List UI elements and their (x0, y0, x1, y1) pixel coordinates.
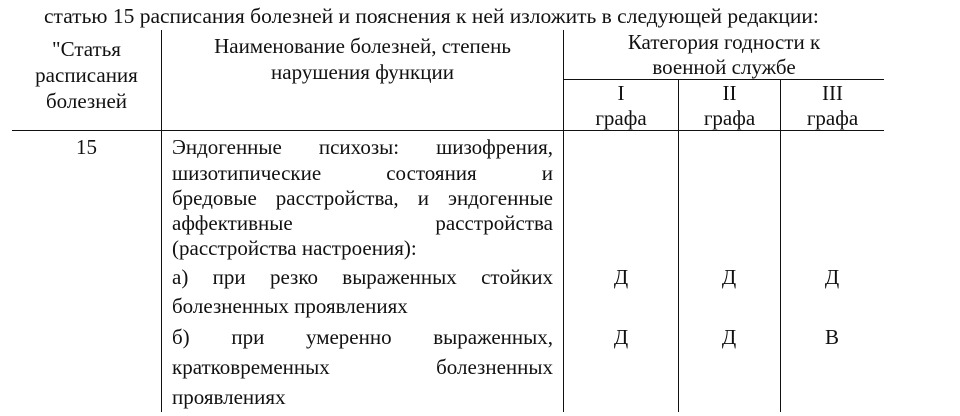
item-b-line: кратковременных болезненных (172, 355, 553, 379)
description-line: бредовые расстройства, и эндогенные (172, 186, 553, 210)
item-a-graf-1: Д (613, 265, 629, 289)
header-graf-3: III графа (806, 81, 859, 130)
item-b-line: проявлениях (172, 385, 286, 409)
item-a-line: болезненных проявлениях (172, 294, 408, 318)
description-line: Эндогенные психозы: шизофрения, (172, 135, 553, 159)
item-b-line: б) при умеренно выраженных, (172, 325, 553, 349)
header-graf-1: I графа (595, 81, 647, 130)
header-category: Категория годности к военной службе (627, 30, 821, 79)
item-a-graf-2: Д (721, 265, 737, 289)
header-name: Наименование болезней, степень нарушения функции (214, 34, 511, 84)
description-line: аффективные расстройства (172, 211, 553, 235)
description-line: (расстройства настроения): (172, 236, 417, 260)
item-b-graf-3: В (824, 325, 839, 349)
row-article-number: 15 (76, 135, 97, 159)
description-line: шизотипические состояния и (172, 161, 553, 185)
item-b-graf-1: Д (613, 325, 629, 349)
table-divider-article (161, 30, 162, 412)
header-graf-2: II графа (703, 81, 756, 130)
item-b-graf-2: Д (721, 325, 737, 349)
intro-text: статью 15 расписания болезней и пояснения к ней изложить в следующей редакции: (44, 4, 819, 28)
item-a-line: а) при резко выраженных стойких (172, 265, 553, 289)
item-a-graf-3: Д (824, 265, 840, 289)
header-article: "Статья расписания болезней (35, 37, 138, 113)
